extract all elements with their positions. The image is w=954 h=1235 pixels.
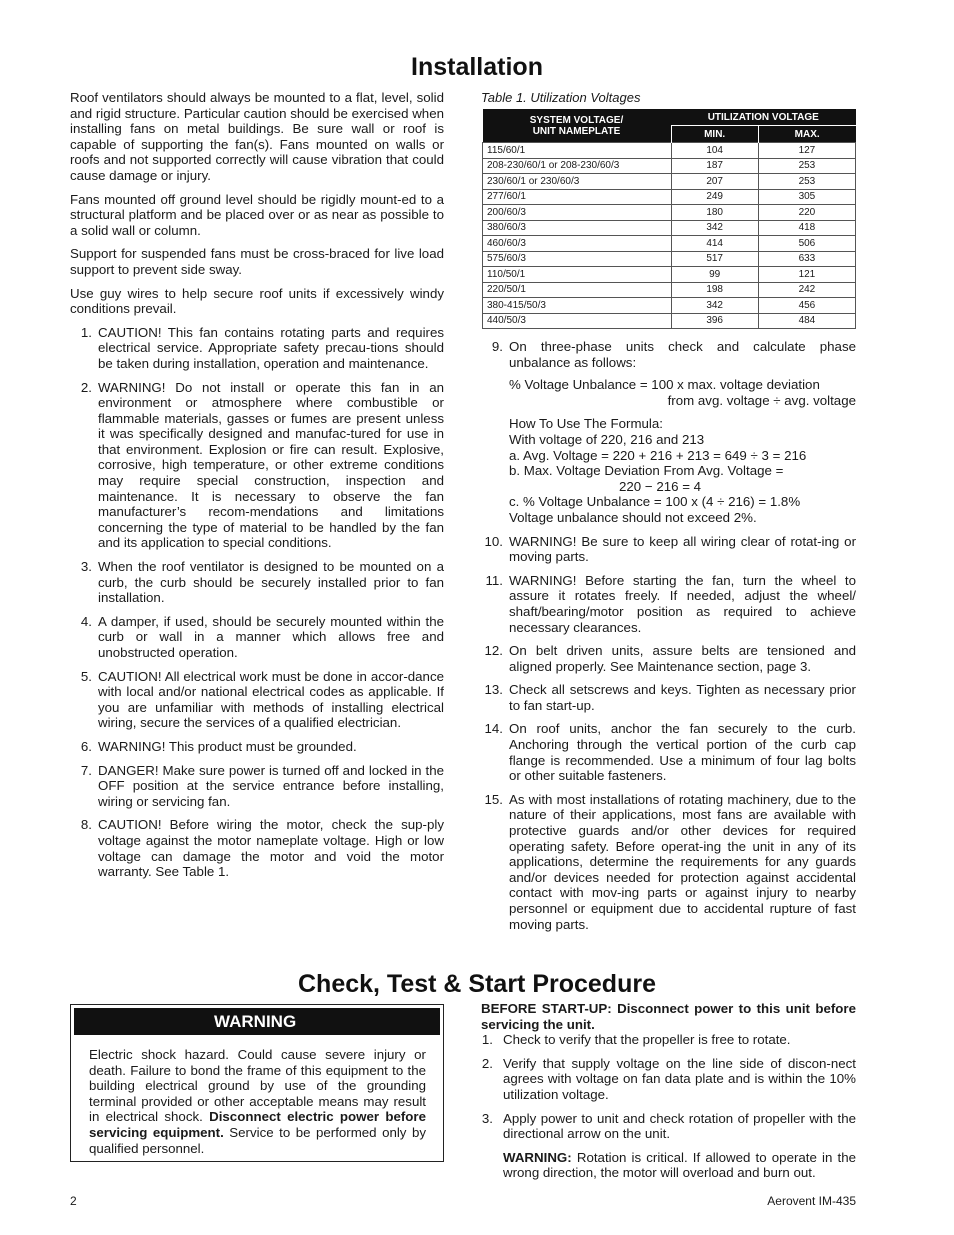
installation-left-column: [70, 90, 444, 888]
item-text: On belt driven units, assure belts are tensioned and aligned properly. See Maintenance section, page 3.: [509, 643, 856, 674]
formula-line: 220 − 216 = 4: [619, 478, 702, 494]
item-number: 3.: [80, 559, 92, 575]
table-row: [483, 220, 856, 236]
warning-title: WARNING: [74, 1008, 440, 1035]
list-item: [481, 1032, 856, 1048]
item-number: 11.: [485, 572, 503, 588]
list-item: [70, 739, 444, 755]
item-number: 1.: [80, 324, 92, 340]
system-voltage-cell: 380/60/3: [483, 220, 672, 236]
formula-line: c. % Voltage Unbalance = 100 x (4 ÷ 216) = 1.8%: [509, 494, 801, 510]
item-number: 10.: [484, 533, 503, 549]
table-header-max: MAX.: [758, 126, 855, 143]
min-voltage-cell: 187: [671, 158, 758, 174]
warning-body: Electric shock hazard. Could cause severe injury or death. Failure to bond the frame of this equipment to the building electrical ground by use of the grounding terminal provided or other acceptable means may result in electrical shock. Disconnect electric power before servicing equipment. Service to be performed only by qualified personnel.: [89, 1047, 426, 1156]
min-voltage-cell: 207: [671, 174, 758, 190]
table-row: [483, 251, 856, 267]
max-voltage-cell: 418: [758, 220, 855, 236]
min-voltage-cell: 517: [671, 251, 758, 267]
list-item: [70, 614, 444, 661]
item-number: 14.: [484, 721, 503, 737]
item-text: On three-phase units check and calculate phase unbalance as follows:: [509, 339, 856, 370]
max-voltage-cell: 121: [758, 267, 855, 283]
installation-list-continued: [481, 534, 856, 933]
item-text: A damper, if used, should be securely mounted within the curb or wall in a manner which allows free and unobstructed operation.: [98, 613, 444, 660]
formula-line: % Voltage Unbalance = 100 x max. voltage deviation: [509, 377, 820, 393]
document-id: Aerovent IM-435: [767, 1194, 856, 1208]
item-number: 7.: [80, 762, 92, 778]
list-item: [70, 325, 444, 372]
item-text: WARNING! This product must be grounded.: [98, 738, 357, 754]
formula-line: a. Avg. Voltage = 220 + 216 + 213 = 649 ÷ 3 = 216: [509, 447, 807, 463]
min-voltage-cell: 104: [671, 143, 758, 159]
rotation-warning: WARNING: Rotation is critical. If allowed to operate in the wrong direction, the motor will overload and burn out.: [503, 1149, 856, 1181]
page-number: 2: [70, 1194, 77, 1208]
max-voltage-cell: 633: [758, 251, 855, 267]
list-item: [481, 643, 856, 674]
system-voltage-cell: 220/50/1: [483, 282, 672, 298]
item-text: WARNING! Be sure to keep all wiring clear of rotat-ing or moving parts.: [509, 533, 856, 565]
start-procedure-column: [481, 1001, 856, 1181]
formula-line: from avg. voltage ÷ avg. voltage: [667, 392, 856, 408]
paragraph: Fans mounted off ground level should be rigidly mount-ed to a structural platform and be placed over or as near as possible to a solid wall or column.: [70, 191, 444, 238]
list-item: [70, 380, 444, 552]
item-number: 1.: [481, 1032, 493, 1048]
formula-line: Voltage unbalance should not exceed 2%.: [509, 509, 757, 525]
unbalance-formula: [481, 377, 856, 525]
item-number: 13.: [484, 682, 503, 698]
max-voltage-cell: 456: [758, 298, 855, 314]
item-text: Apply power to unit and check rotation of propeller with the directional arrow on the unit.: [503, 1110, 856, 1142]
item-text: CAUTION! This fan contains rotating parts and requires electrical service. Appropriate safety precau-tions should be taken during installation, operation and maintenance.: [98, 324, 444, 371]
item-text: On roof units, anchor the fan securely to the curb. Anchoring through the vertical portion of the curb cap flange is recommended. Use a minimum of four lag bolts or other suitable fasteners.: [509, 721, 856, 784]
list-item: [70, 817, 444, 879]
min-voltage-cell: 198: [671, 282, 758, 298]
item-text: When the roof ventilator is designed to be mounted on a curb, the curb should be securely installed prior to fan installation.: [98, 559, 444, 606]
system-voltage-cell: 575/60/3: [483, 251, 672, 267]
item-text: DANGER! Make sure power is turned off and locked in the OFF position at the service entrance before installing, wiring or servicing fan.: [98, 762, 444, 809]
table-row: [483, 236, 856, 252]
min-voltage-cell: 342: [671, 220, 758, 236]
min-voltage-cell: 99: [671, 267, 758, 283]
formula-line: With voltage of 220, 216 and 213: [509, 431, 705, 447]
table-row: [483, 282, 856, 298]
item-text: WARNING! Before starting the fan, turn the wheel to assure it rotates freely. If needed, adjust the wheel/ shaft/bearing/motor position as required to achieve necessary clearances.: [509, 572, 856, 635]
max-voltage-cell: 253: [758, 158, 855, 174]
list-item: [481, 1056, 856, 1103]
table-row: [483, 143, 856, 159]
list-item: [481, 1111, 856, 1142]
table-row: [483, 298, 856, 314]
min-voltage-cell: 396: [671, 313, 758, 329]
min-voltage-cell: 249: [671, 189, 758, 205]
list-item: [70, 669, 444, 731]
system-voltage-cell: 460/60/3: [483, 236, 672, 252]
min-voltage-cell: 180: [671, 205, 758, 221]
formula-line: How To Use The Formula:: [509, 416, 663, 432]
system-voltage-cell: 115/60/1: [483, 143, 672, 159]
system-voltage-cell: 277/60/1: [483, 189, 672, 205]
item-text: As with most installations of rotating machinery, due to the nature of their applications, most fans are available with protective guards and/or other devices for required operating safety. Before operat-ing the unit in any of its applications, determine the requirements for any guards and/or devices needed for protection against accidental contact with mov-ing parts or against injury to nearby personnel or equipment due to accidental rupture of fast moving parts.: [509, 791, 856, 932]
item-text: Check to verify that the propeller is free to rotate.: [503, 1032, 791, 1048]
list-item: [481, 534, 856, 565]
list-item: [481, 573, 856, 635]
installation-right-column: [481, 339, 856, 940]
max-voltage-cell: 127: [758, 143, 855, 159]
list-item: [481, 721, 856, 783]
item-number: 6.: [80, 738, 92, 754]
system-voltage-cell: 110/50/1: [483, 267, 672, 283]
before-startup-note: BEFORE START-UP: Disconnect power to this unit before servicing the unit.: [481, 1001, 856, 1032]
table-header-min: MIN.: [671, 126, 758, 143]
table-body: [483, 143, 856, 329]
system-voltage-cell: 380-415/50/3: [483, 298, 672, 314]
item-number: 8.: [80, 817, 92, 833]
max-voltage-cell: 484: [758, 313, 855, 329]
item-text: Verify that supply voltage on the line side of discon-nect agrees with voltage on fan data plate and is within the 10% utilization voltage.: [503, 1055, 856, 1102]
formula-line: b. Max. Voltage Deviation From Avg. Voltage =: [509, 463, 784, 479]
list-item: [481, 339, 856, 370]
check-test-start-heading: Check, Test & Start Procedure: [298, 970, 656, 998]
utilization-voltage-table: [482, 109, 856, 329]
item-number: 4.: [80, 613, 92, 629]
table-header-system: SYSTEM VOLTAGE/ UNIT NAMEPLATE: [483, 109, 672, 143]
system-voltage-cell: 230/60/1 or 230/60/3: [483, 174, 672, 190]
min-voltage-cell: 414: [671, 236, 758, 252]
paragraph: Support for suspended fans must be cross-braced for live load support to prevent side sway.: [70, 246, 444, 277]
item-text: Check all setscrews and keys. Tighten as necessary prior to fan start-up.: [509, 682, 856, 713]
max-voltage-cell: 305: [758, 189, 855, 205]
item-number: 2.: [80, 379, 92, 395]
item-text: CAUTION! Before wiring the motor, check the sup-ply voltage against the motor nameplate voltage. High or low voltage can damage the motor and void the motor warranty. See Table 1.: [98, 817, 444, 880]
table-caption: Table 1. Utilization Voltages: [481, 90, 641, 105]
list-item: [70, 763, 444, 810]
max-voltage-cell: 253: [758, 174, 855, 190]
min-voltage-cell: 342: [671, 298, 758, 314]
list-item: [481, 792, 856, 932]
table-header-utilization: UTILIZATION VOLTAGE: [671, 109, 856, 126]
item-text: WARNING! Do not install or operate this fan in an environment or atmosphere where combustible or flammable materials, gasses or fumes are present unless it was specifically designed and manufac-tured for use in that environment. Explosion or fire can result. Explosive, corrosive, high temperature, or other extreme conditions may require special construction, inspection and maintenance. It is necessary to observe the fan manufacturer’s recom-mendations and limitations concerning the type of material to be handled by the fan and its application to special conditions.: [98, 379, 444, 551]
item-number: 12.: [484, 643, 503, 659]
item-number: 3.: [481, 1110, 493, 1126]
paragraph: Use guy wires to help secure roof units if excessively windy conditions prevail.: [70, 285, 444, 317]
table-row: [483, 174, 856, 190]
item-number: 9.: [491, 339, 503, 354]
max-voltage-cell: 506: [758, 236, 855, 252]
max-voltage-cell: 220: [758, 205, 855, 221]
list-item: [481, 682, 856, 713]
paragraph: Roof ventilators should always be mounted to a flat, level, solid and rigid structure. Particular caution should be exercised when installing fans on metal buildings. Be sure wall or roof is capable of supporting the fan(s). Fans mounted on walls or roofs and not supported correctly will cause vibration that could cause damage or injury.: [70, 90, 444, 183]
item-number: 5.: [80, 668, 92, 684]
max-voltage-cell: 242: [758, 282, 855, 298]
table-row: [483, 158, 856, 174]
system-voltage-cell: 440/50/3: [483, 313, 672, 329]
item-number: 15.: [484, 791, 503, 807]
item-number: 2.: [481, 1055, 493, 1071]
table-row: [483, 313, 856, 329]
installation-heading: Installation: [411, 53, 543, 81]
installation-list: [70, 325, 444, 880]
table-row: [483, 267, 856, 283]
warning-box: [70, 1004, 444, 1162]
start-procedure-steps: [481, 1032, 856, 1142]
table-row: [483, 205, 856, 221]
table-row: [483, 189, 856, 205]
system-voltage-cell: 200/60/3: [483, 205, 672, 221]
system-voltage-cell: 208-230/60/1 or 208-230/60/3: [483, 158, 672, 174]
item-text: CAUTION! All electrical work must be done in accor-dance with local and/or national electrical codes as applicable. If you are unfamiliar with methods of installing electrical wiring, secure the services of a qualified electrician.: [98, 668, 444, 731]
list-item: [70, 559, 444, 606]
